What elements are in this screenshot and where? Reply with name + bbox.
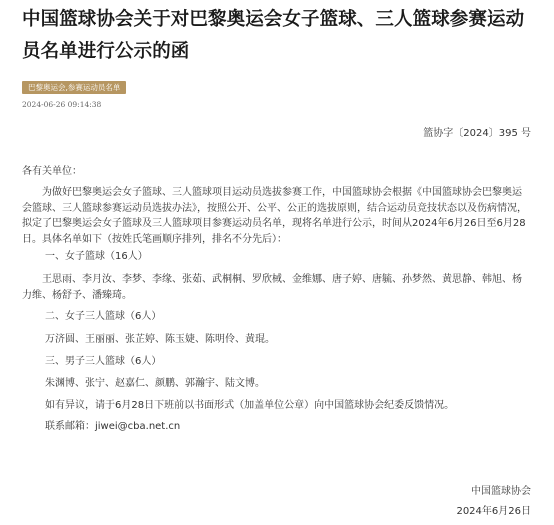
section1-heading: 一、女子篮球（16人） xyxy=(45,251,148,262)
signature-date: 2024年6月26日 xyxy=(456,506,531,517)
section3-names: 朱渊博、张宁、赵嘉仁、颜鹏、郭瀚宇、陆文博。 xyxy=(45,378,265,389)
section3-heading: 三、男子三人篮球（6人） xyxy=(45,356,162,367)
signature-org: 中国篮球协会 xyxy=(471,486,531,497)
tag-badge[interactable]: 巴黎奥运会,参赛运动员名单 xyxy=(22,81,126,94)
document-number: 篮协字〔2024〕395 号 xyxy=(423,128,531,139)
publish-datetime: 2024-06-26 09:14:38 xyxy=(22,100,102,109)
document-title: 中国篮球协会关于对巴黎奥运会女子篮球、三人篮球参赛运动员名单进行公示的函 xyxy=(22,9,525,62)
objection-note: 如有异议，请于6月28日下班前以书面形式（加盖单位公章）向中国篮球协会纪委反馈情况。 xyxy=(45,400,455,411)
section1-names: 王思雨、李月汝、李梦、李缘、张茹、武桐桐、罗欣棫、金维娜、唐子婷、唐毓、孙梦然、黄思静、韩旭、杨力维、杨舒予、潘臻琦。 xyxy=(22,274,522,301)
section2-names: 万济圆、王丽丽、张芷婷、陈玉婕、陈明伶、黄琨。 xyxy=(45,334,275,345)
section2-heading: 二、女子三人篮球（6人） xyxy=(45,311,162,322)
salutation: 各有关单位： xyxy=(22,166,82,177)
contact-email: 联系邮箱：jiwei@cba.net.cn xyxy=(45,421,181,432)
intro-paragraph: 为做好巴黎奥运会女子篮球、三人篮球项目运动员选拔参赛工作，中国篮球协会根据《中国篮球协会巴黎奥运会篮球、三人篮球参赛运动员选拔办法》，按照公开、公平、公正的选拔原则，结合运动员竞技状态以及伤病情况，拟定了巴黎奥运会女子篮球及三人篮球项目参赛运动员名单，现将名单进行公示，时间从2024年6月26日至6月28日。具体名单如下（按姓氏笔画顺序排列，排名不分先后）： xyxy=(22,187,527,245)
